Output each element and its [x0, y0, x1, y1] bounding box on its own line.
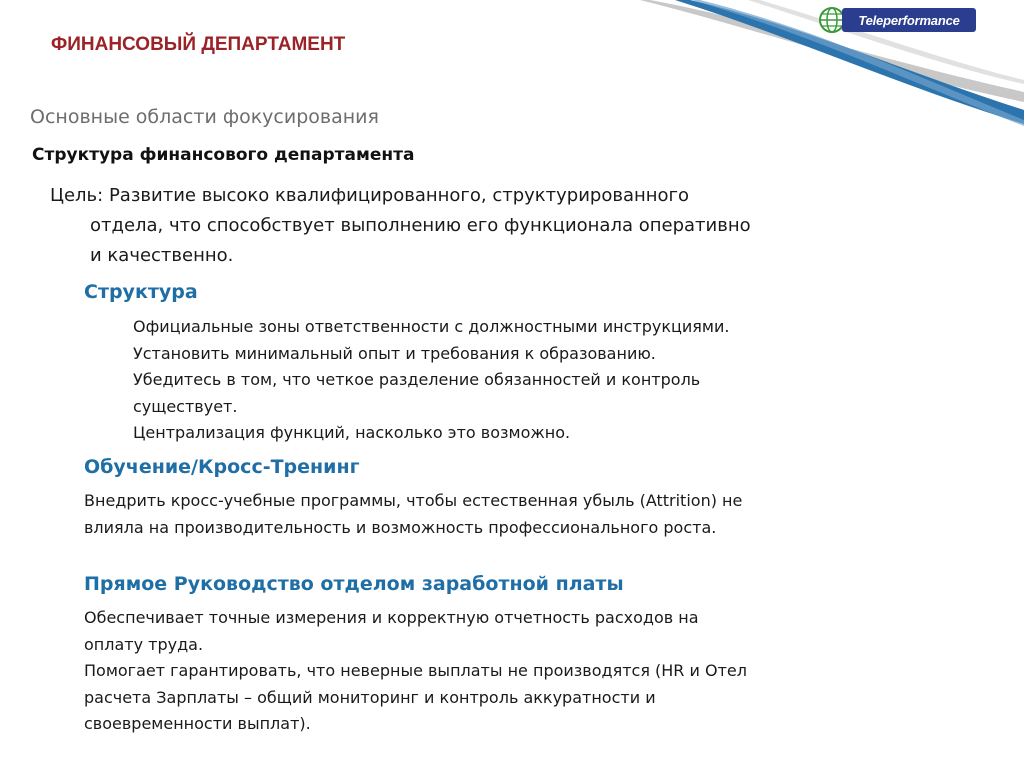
text-line: оплату труда. — [84, 634, 204, 654]
section-heading: Структура финансового департамента — [32, 145, 415, 165]
section-title-training: Обучение/Кросс-Тренинг — [84, 456, 360, 478]
text-line: Внедрить кросс-учебные программы, чтобы естественная убыль (Attrition) не — [84, 491, 743, 510]
goal-paragraph — [50, 181, 751, 271]
payroll-paragraph — [84, 605, 747, 738]
goal-line-3: и качественно. — [90, 245, 234, 266]
text-line: влияла на производительность и возможность профессионального роста. — [84, 517, 717, 537]
list-item: Официальные зоны ответственности с должностными инструкциями. — [133, 317, 730, 336]
text-line: Обеспечивает точные измерения и корректную отчетность расходов на — [84, 608, 699, 627]
goal-line-1: Цель: Развитие высоко квалифицированного, структурированного — [50, 185, 690, 206]
list-item: Централизация функций, насколько это возможно. — [133, 423, 571, 442]
text-line: Помогает гарантировать, что неверные выплаты не производятся (HR и Отел — [84, 661, 747, 680]
structure-list — [133, 314, 729, 447]
section-title-payroll: Прямое Руководство отделом заработной платы — [84, 573, 624, 595]
logo-text: Teleperformance — [858, 12, 960, 28]
text-line: расчета Зарплаты – общий мониторинг и контроль аккуратности и — [84, 687, 656, 707]
teleperformance-logo — [818, 6, 976, 34]
logo-wordmark — [842, 8, 976, 32]
page-title: ФИНАНСОВЫЙ ДЕПАРТАМЕНТ — [51, 34, 346, 55]
list-item: Убедитесь в том, что четкое разделение обязанностей и контроль — [133, 370, 701, 389]
text-line: своевременности выплат). — [84, 714, 311, 733]
section-title-structure: Структура — [84, 281, 198, 303]
list-item: существует. — [133, 396, 238, 416]
list-item: Установить минимальный опыт и требования к образованию. — [133, 343, 656, 363]
goal-line-2: отдела, что способствует выполнению его функционала оперативно — [90, 215, 751, 236]
training-paragraph — [84, 488, 742, 541]
subtitle: Основные области фокусирования — [30, 106, 379, 128]
